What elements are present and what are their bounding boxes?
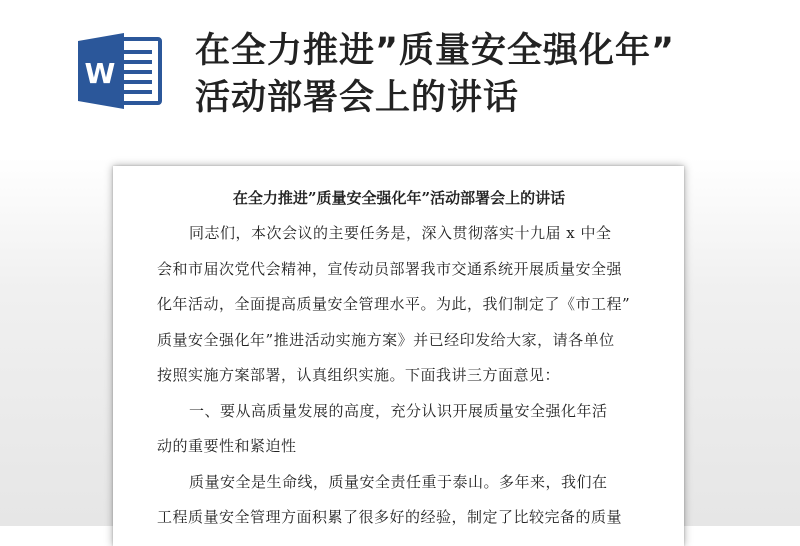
word-document-icon [76,33,164,109]
header [0,0,800,150]
paragraph-line: 质量安全是生命线，质量安全责任重于泰山。多年来，我们在 [189,472,608,491]
section-heading-line: 一、要从高质量发展的高度，充分认识开展质量安全强化年活 [189,401,608,420]
section-heading-line: 动的重要性和紧迫性 [157,437,297,455]
document-page [113,166,684,546]
paragraph-line: 工程质量安全管理方面积累了很多好的经验，制定了比较完备的质量 [157,508,623,526]
page-title-line-2: 活动部署会上的讲话 [195,78,520,118]
paragraph-line: 按照实施方案部署，认真组织实施。下面我讲三方面意见： [157,366,561,384]
paragraph-line: 同志们，本次会议的主要任务是，深入贯彻落实十九届 x 中全 [189,224,612,242]
page-title-line-1: 在全力推进”质量安全强化年” [195,31,676,71]
page-title [195,28,795,122]
paragraph-line: 化年活动，全面提高质量安全管理水平。为此，我们制定了《市工程” [157,295,631,313]
paragraph-line: 质量安全强化年”推进活动实施方案》并已经印发给大家，请各单位 [157,330,615,349]
word-icon-letter: W [84,57,116,90]
paragraph-line: 会和市届次党代会精神，宣传动员部署我市交通系统开展质量安全强 [157,259,623,278]
document-title: 在全力推进”质量安全强化年”活动部署会上的讲话 [232,189,566,207]
document-body [157,184,641,536]
